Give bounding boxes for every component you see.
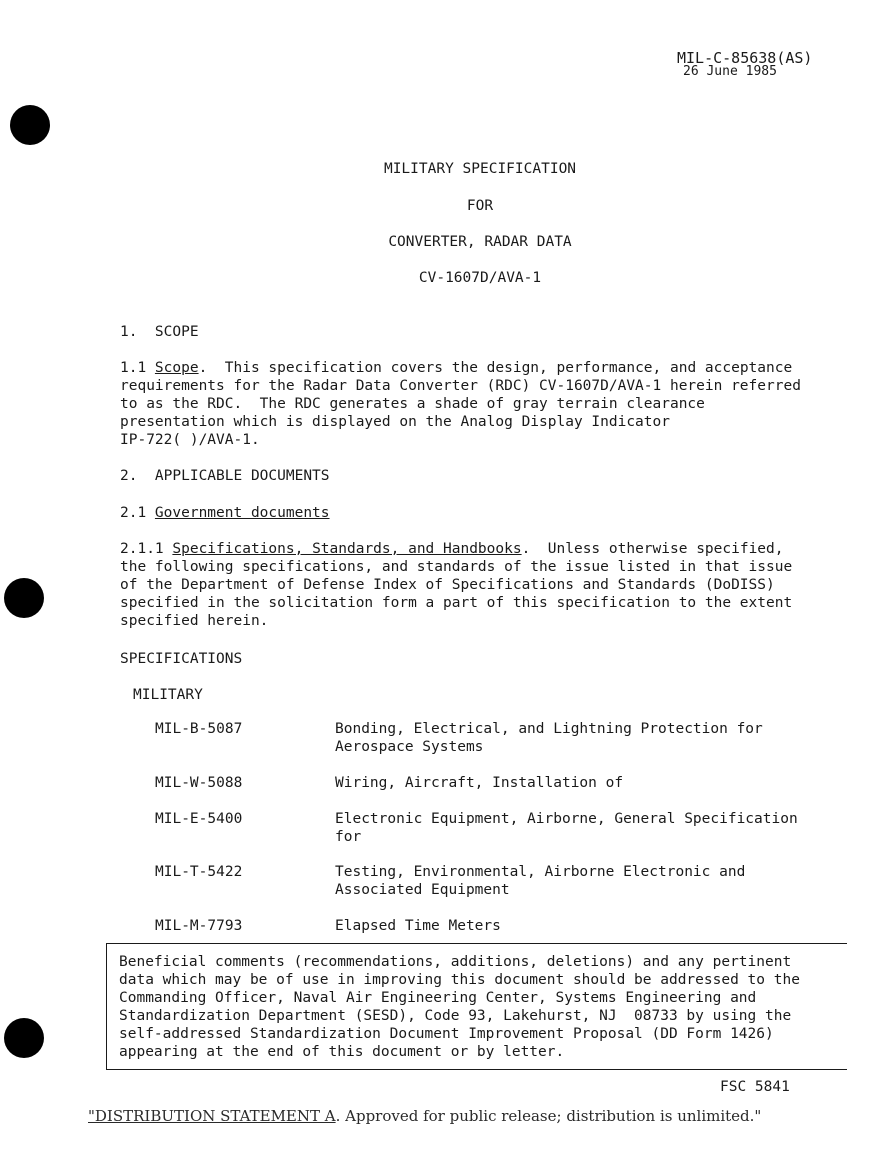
- document-date: 26 June 1985: [683, 64, 777, 79]
- notice-line: Standardization Department (SESD), Code 93, Lakehurst, NJ 08733 by using the: [119, 1008, 792, 1024]
- section-1-heading: 1. SCOPE: [120, 324, 199, 340]
- paragraph-line: specified in the solicitation form a part of this specification to the extent: [120, 595, 793, 611]
- sub-title: Government documents: [154, 505, 330, 521]
- distribution-text: . Approved for public release; distribution is unlimited.": [335, 1107, 762, 1125]
- spec-row: [0, 720, 871, 756]
- spec-id: MIL-B-5087: [155, 721, 243, 737]
- paragraph-line: [120, 359, 840, 377]
- spec-description: [335, 720, 835, 756]
- notice-line: Beneficial comments (recommendations, additions, deletions) and any pertinent: [119, 954, 792, 970]
- spec-description: [335, 774, 835, 792]
- title-line-2: FOR: [466, 198, 494, 214]
- fsc-code: FSC 5841: [720, 1079, 790, 1095]
- title-line-4: CV-1607D/AVA-1: [418, 270, 542, 286]
- distribution-statement: [88, 1107, 761, 1125]
- para-text: . Unless otherwise specified,: [521, 541, 784, 557]
- paragraph-line: [120, 540, 840, 558]
- document-id: MIL-C-85638(AS): [677, 49, 813, 67]
- spec-id: MIL-E-5400: [155, 811, 243, 827]
- paragraph-line: IP-722( )/AVA-1.: [120, 432, 260, 448]
- paragraph-line: to as the RDC. The RDC generates a shade of gray terrain clearance: [120, 396, 705, 412]
- section-2-heading: 2. APPLICABLE DOCUMENTS: [120, 468, 330, 484]
- spec-desc-line: Aerospace Systems: [335, 739, 484, 755]
- military-heading: MILITARY: [133, 687, 203, 703]
- spec-desc-line: Wiring, Aircraft, Installation of: [335, 775, 624, 791]
- spec-row: [0, 863, 871, 899]
- spec-row: [0, 917, 871, 935]
- spec-description: [335, 863, 835, 899]
- paragraph-line: the following specifications, and standards of the issue listed in that issue: [120, 559, 793, 575]
- spec-id: MIL-M-7793: [155, 918, 243, 934]
- spec-desc-line: Bonding, Electrical, and Lightning Protection for: [335, 721, 763, 737]
- para-number: 1.1: [120, 360, 155, 376]
- spec-desc-line: for: [335, 829, 362, 845]
- spec-row: [0, 774, 871, 792]
- binder-hole-bottom: [4, 1018, 44, 1058]
- section-1-1-paragraph: [120, 359, 840, 449]
- spec-row: [0, 810, 871, 846]
- para-text: . This specification covers the design, performance, and acceptance: [198, 360, 793, 376]
- section-2-1-1-paragraph: [120, 540, 840, 630]
- beneficial-comments-box: [106, 943, 847, 1070]
- paragraph-line: specified herein.: [120, 613, 269, 629]
- spec-description: [335, 810, 835, 846]
- binder-hole-top: [10, 105, 50, 145]
- section-2-1-heading: [120, 504, 330, 522]
- spec-desc-line: Elapsed Time Meters: [335, 918, 501, 934]
- para-title: Scope: [154, 360, 199, 376]
- spec-desc-line: Testing, Environmental, Airborne Electronic and: [335, 864, 746, 880]
- notice-line: data which may be of use in improving this document should be addressed to the: [119, 972, 800, 988]
- title-line-3: CONVERTER, RADAR DATA: [388, 234, 572, 250]
- spec-description: [335, 917, 835, 935]
- notice-line: self-addressed Standardization Document Improvement Proposal (DD Form 1426): [119, 1026, 774, 1042]
- spec-id: MIL-W-5088: [155, 775, 243, 791]
- paragraph-line: of the Department of Defense Index of Specifications and Standards (DoDISS): [120, 577, 775, 593]
- paragraph-line: requirements for the Radar Data Converter (RDC) CV-1607D/AVA-1 herein referred: [120, 378, 801, 394]
- binder-hole-middle: [4, 578, 44, 618]
- title-line-1: MILITARY SPECIFICATION: [383, 161, 577, 177]
- distribution-label: "DISTRIBUTION STATEMENT A: [88, 1107, 336, 1125]
- paragraph-line: presentation which is displayed on the Analog Display Indicator: [120, 414, 670, 430]
- spec-desc-line: Associated Equipment: [335, 882, 510, 898]
- spec-id: MIL-T-5422: [155, 864, 243, 880]
- notice-line: Commanding Officer, Naval Air Engineering Center, Systems Engineering and: [119, 990, 757, 1006]
- spec-desc-line: Electronic Equipment, Airborne, General Specification: [335, 811, 798, 827]
- para-number: 2.1.1: [120, 541, 173, 557]
- notice-line: appearing at the end of this document or by letter.: [119, 1044, 565, 1060]
- specifications-heading: SPECIFICATIONS: [120, 651, 243, 667]
- para-title: Specifications, Standards, and Handbooks: [172, 541, 522, 557]
- sub-number: 2.1: [120, 505, 155, 521]
